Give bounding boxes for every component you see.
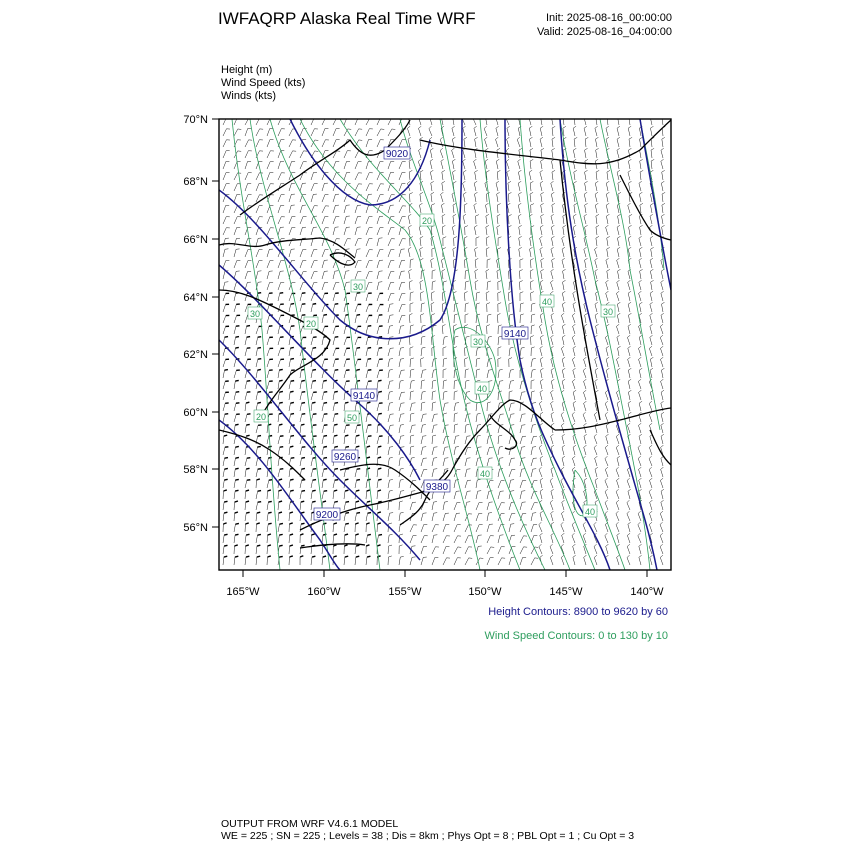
wind-barb-flag (367, 457, 370, 458)
wind-barb-flag (301, 512, 304, 513)
map-title: IWFAQRP Alaska Real Time WRF (218, 9, 476, 28)
wind-barb-flag (334, 424, 337, 425)
field-label-winds: Winds (kts) (221, 90, 276, 102)
wind-barb-flag (279, 380, 282, 381)
wind-barb-flag (607, 115, 610, 117)
wind-barb-flag (323, 446, 326, 447)
wind-barb-flag (356, 501, 359, 502)
wind-barb-flag (378, 479, 381, 480)
wind-barb-flag (453, 115, 456, 117)
wind-barb-flag (257, 446, 260, 447)
wind-barb-flag (368, 513, 371, 514)
wind-barb-flag (563, 115, 566, 117)
wind-barb-flag (224, 468, 227, 469)
plot-area (219, 119, 671, 570)
wind-barb-flag (324, 436, 327, 437)
longitude-axis (226, 570, 664, 598)
wind-barb-flag (313, 381, 316, 382)
wind-barb-flag (290, 347, 293, 348)
wind-barb-flag (345, 523, 348, 524)
wind-barb-flag (235, 457, 238, 458)
wind-barb-flag (368, 348, 371, 349)
latitude-axis (183, 114, 219, 534)
wind-barb-flag (279, 402, 282, 403)
wind-barb-flag (268, 534, 271, 535)
wind-barb-flag (367, 556, 370, 557)
wind-barb-flag (235, 501, 238, 502)
wind-barb-flag (629, 115, 632, 117)
wind-speed-contour-label: 30 (602, 307, 614, 317)
wind-barb-flag (334, 534, 337, 535)
wind-barb-flag (258, 436, 261, 437)
init-time: Init: 2025-08-16_00:00:00 (546, 12, 672, 24)
wind-barb-flag (302, 392, 305, 393)
wind-barb-flag (258, 337, 261, 338)
wind-barb-flag (224, 501, 227, 502)
wind-barb-flag (378, 413, 381, 414)
wind-barb-flag (279, 369, 282, 370)
wind-barb-flag (356, 369, 359, 370)
wind-barb-flag (650, 115, 653, 117)
wind-barb-flag (367, 446, 370, 447)
wind-speed-contour-label: 20 (255, 412, 267, 422)
wind-barb-flag (335, 480, 338, 481)
wind-barb-flag (367, 490, 370, 491)
wind-barb-flag (356, 446, 359, 447)
height-contour-legend: Height Contours: 8900 to 9620 by 60 (488, 606, 668, 618)
wind-barb-flag (225, 458, 228, 459)
longitude-tick-label: 150°W (468, 586, 502, 598)
wind-barb-flag (334, 523, 337, 524)
wind-barb-flag (258, 359, 261, 360)
wind-barb-flag (279, 424, 282, 425)
wind-barb-flag (290, 490, 293, 491)
wind-barb-flag (345, 479, 348, 480)
longitude-tick-label: 145°W (549, 586, 583, 598)
wind-barb-flag (235, 512, 238, 513)
wind-barb-flag (551, 115, 554, 117)
wind-barb-flag (258, 491, 261, 492)
wind-barb-flag (257, 369, 260, 370)
wind-speed-contour-label: 30 (472, 337, 484, 347)
wind-barb-flag (290, 402, 293, 403)
wind-barb-flag (312, 490, 315, 491)
wind-barb-flag (618, 115, 621, 117)
wind-barb-flag (268, 501, 271, 502)
wind-barb-flag (225, 414, 228, 415)
wind-barb-flag (246, 424, 249, 425)
wind-barb-flag (290, 446, 293, 447)
wind-barb-flag (258, 381, 261, 382)
height-contour-label: 9020 (385, 149, 409, 160)
wind-barb-flag (290, 534, 293, 535)
wind-barb-flag (462, 115, 464, 117)
wind-barb-flag (313, 304, 316, 305)
wind-speed-contour-label: 40 (476, 384, 488, 394)
wind-speed-contour-label: 20 (421, 216, 433, 226)
wind-speed-contour-label: 20 (305, 319, 317, 329)
wind-barb-flag (235, 446, 238, 447)
wind-barb-flag (419, 115, 422, 117)
wind-barb-flag (224, 435, 227, 436)
wind-barb-flag (279, 512, 282, 513)
wind-barb-flag (323, 479, 326, 480)
wind-barb-flag (323, 501, 326, 502)
wind-barb-flag (268, 512, 271, 513)
wind-barb-flag (235, 347, 238, 348)
wind-barb-flag (279, 523, 282, 524)
wind-barb-flag (302, 458, 305, 459)
wind-barb-flag (346, 513, 349, 514)
wind-barb-flag (301, 501, 304, 502)
wind-barb-flag (378, 457, 381, 458)
wind-barb-flag (258, 502, 261, 503)
wind-barb-flag (301, 468, 304, 469)
wind-barb-flag (258, 348, 261, 349)
wind-barb-flag (324, 315, 327, 316)
wind-speed-contour-label: 40 (541, 297, 553, 307)
wind-barb-flag (574, 115, 577, 117)
wind-barb-flag (662, 115, 665, 117)
wind-barb-flag (225, 337, 228, 338)
wind-barb-flag (224, 479, 227, 480)
wind-barb-flag (246, 556, 249, 557)
wind-speed-contour-label: 40 (479, 469, 491, 479)
wind-barb-flag (357, 348, 360, 349)
longitude-tick-label: 155°W (388, 586, 422, 598)
wind-barb-flag (335, 414, 338, 415)
wind-barb-flag (279, 479, 282, 480)
wind-barb-flag (324, 458, 327, 459)
wind-barb-flag (324, 469, 327, 470)
wind-barb-flag (345, 402, 348, 403)
wind-barb-flag (235, 424, 238, 425)
wind-barb-flag (334, 501, 337, 502)
wind-barb-flag (356, 556, 359, 557)
wind-barb-flag (257, 545, 260, 546)
wind-speed-contour-label: 50 (346, 413, 358, 423)
wind-barb-flag (357, 480, 360, 481)
wind-barb-flag (224, 545, 227, 546)
wind-barb-flag (379, 337, 382, 338)
wind-barb-flag (378, 468, 381, 469)
wind-barb-flag (324, 403, 327, 404)
wind-barb-flag (224, 370, 227, 371)
wind-barb-flag (236, 337, 239, 338)
wind-barb-flag (247, 381, 250, 382)
wind-barb-flag (408, 115, 411, 117)
latitude-tick-label: 56°N (183, 522, 208, 534)
wind-barb-flag (379, 348, 382, 349)
height-contour-label: 9200 (315, 510, 339, 521)
wind-barb-flag (357, 469, 360, 470)
wind-barb-flag (301, 523, 304, 524)
wind-barb-flag (280, 447, 283, 448)
wind-barb-flag (235, 534, 238, 535)
wind-barb-flag (268, 523, 271, 524)
height-contour-label: 9380 (425, 482, 449, 493)
wind-barb-flag (335, 469, 338, 470)
wind-barb-flag (356, 545, 359, 546)
wind-barb-flag (246, 435, 249, 436)
wind-barb-flag (379, 535, 382, 536)
wind-barb-flag (312, 501, 315, 502)
wind-barb-flag (246, 501, 249, 502)
wind-barb-flag (301, 380, 304, 381)
wind-barb-flag (312, 556, 315, 557)
wind-barb-flag (378, 380, 381, 381)
wind-barb-flag (280, 293, 283, 294)
wind-barb-flag (224, 512, 227, 513)
model-footer-line-1: OUTPUT FROM WRF V4.6.1 MODEL (221, 818, 399, 830)
wind-barb-flag (258, 293, 261, 294)
wind-barb-flag (640, 115, 643, 117)
wind-barb-flag (485, 115, 488, 117)
wind-barb-flag (302, 414, 305, 415)
wind-speed-contour-legend: Wind Speed Contours: 0 to 130 by 10 (484, 630, 668, 642)
wind-barb-flag (345, 556, 348, 557)
latitude-tick-label: 62°N (183, 349, 208, 361)
wind-barb-flag (301, 424, 304, 425)
wind-barb-flag (356, 435, 359, 436)
wind-barb-flag (323, 380, 326, 381)
latitude-tick-label: 60°N (183, 407, 208, 419)
wind-barb-flag (323, 556, 326, 557)
wind-barb-flag (357, 315, 360, 316)
wind-barb-flag (430, 115, 433, 117)
wind-barb-flag (324, 491, 327, 492)
wind-barb-flag (357, 513, 360, 514)
wind-barb-flag (290, 512, 293, 513)
wind-barb-flag (313, 469, 316, 470)
wind-barb-flag (247, 326, 250, 327)
wind-barb-flag (367, 501, 370, 502)
wind-barb-flag (596, 115, 599, 117)
wind-barb-flag (346, 502, 349, 503)
wind-barb-flag (258, 392, 261, 393)
longitude-tick-label: 160°W (307, 586, 341, 598)
wind-barb-flag (335, 403, 338, 404)
height-contour-label: 9140 (503, 329, 527, 340)
wind-barb-flag (302, 491, 305, 492)
wind-barb-flag (257, 534, 260, 535)
wind-barb-flag (334, 490, 337, 491)
wind-barb-flag (246, 534, 249, 535)
wind-barb-flag (235, 380, 238, 381)
model-footer-line-2: WE = 225 ; SN = 225 ; Levels = 38 ; Dis = 8km ; Phys Opt = 8 ; PBL Opt = 1 ; Cu Opt = 3 (221, 830, 635, 842)
wind-barb-flag (313, 348, 316, 349)
wind-barb-flag (279, 501, 282, 502)
latitude-tick-label: 68°N (183, 176, 208, 188)
wind-barb-flag (257, 556, 260, 557)
wind-barb-flag (247, 337, 250, 338)
wind-barb-flag (224, 534, 227, 535)
wind-barb-flag (235, 468, 238, 469)
field-label-wind-speed: Wind Speed (kts) (221, 77, 306, 89)
wind-barb-flag (323, 523, 326, 524)
wind-barb-flag (324, 392, 327, 393)
wind-barb-flag (541, 115, 544, 117)
wind-barb-flag (290, 359, 293, 360)
wind-barb-flag (529, 115, 532, 117)
wind-barb-flag (290, 545, 293, 546)
latitude-tick-label: 58°N (183, 464, 208, 476)
wind-barb-flag (518, 115, 521, 117)
latitude-tick-label: 70°N (183, 114, 208, 126)
wind-barb-flag (334, 435, 337, 436)
height-contour-label: 9140 (352, 391, 376, 402)
wind-barb-flag (367, 402, 370, 403)
wind-barb-flag (312, 402, 315, 403)
wind-barb-flag (334, 446, 337, 447)
wind-barb-flag (496, 115, 499, 117)
wind-barb-flag (367, 534, 370, 535)
wind-barb-flag (290, 479, 293, 480)
wind-barb-flag (291, 381, 294, 382)
wind-barb-flag (235, 556, 238, 557)
wind-barb-flag (345, 490, 348, 491)
wind-barb-flag (258, 469, 261, 470)
wind-barb-flag (378, 490, 381, 491)
wind-barb-flag (345, 534, 348, 535)
wind-barb-flag (378, 391, 381, 392)
wind-barb-flag (473, 115, 475, 117)
wind-barb-flag (246, 468, 249, 469)
height-contour-label: 9260 (333, 452, 357, 463)
wind-barb-flag (224, 556, 227, 557)
wind-barb-flag (246, 402, 249, 403)
valid-time: Valid: 2025-08-16_04:00:00 (537, 26, 672, 38)
wind-barb-flag (291, 414, 294, 415)
wind-barb-flag (236, 392, 239, 393)
wind-barb-flag (257, 512, 260, 513)
wind-barb-flag (257, 402, 260, 403)
wind-barb-flag (368, 359, 371, 360)
wind-barb-flag (279, 545, 282, 546)
wind-barb-flag (313, 370, 316, 371)
wind-speed-contour-label: 30 (249, 309, 261, 319)
wind-barb-flag (345, 435, 348, 436)
wind-barb-flag (290, 391, 293, 392)
wind-barb-flag (279, 556, 282, 557)
wind-barb-flag (235, 523, 238, 524)
wind-speed-contour-label: 30 (352, 282, 364, 292)
latitude-tick-label: 64°N (183, 292, 208, 304)
wind-barb-flag (268, 545, 271, 546)
wind-barb-flag (246, 490, 249, 491)
wind-barb-flag (346, 447, 349, 448)
wind-barb-flag (291, 304, 294, 305)
wind-barb-flag (279, 391, 282, 392)
wind-barb-flag (441, 115, 444, 117)
wind-barb-flag (356, 490, 359, 491)
wind-barb-flag (301, 545, 304, 546)
wind-barb-flag (246, 512, 249, 513)
wind-barb-flag (334, 391, 337, 392)
longitude-tick-label: 140°W (630, 586, 664, 598)
wind-barb-flag (279, 534, 282, 535)
wind-barb-flag (378, 446, 381, 447)
wind-barb-flag (235, 479, 238, 480)
wind-barb-flag (291, 436, 294, 437)
field-label-height: Height (m) (221, 64, 273, 76)
wind-speed-contour-label: 40 (584, 507, 596, 517)
wind-barb-flag (506, 115, 508, 117)
longitude-tick-label: 165°W (226, 586, 260, 598)
latitude-tick-label: 66°N (183, 234, 208, 246)
wind-barb-flag (584, 115, 587, 117)
wind-barb-flag (302, 403, 305, 404)
wind-barb-flag (313, 480, 316, 481)
wind-barb-flag (235, 490, 238, 491)
